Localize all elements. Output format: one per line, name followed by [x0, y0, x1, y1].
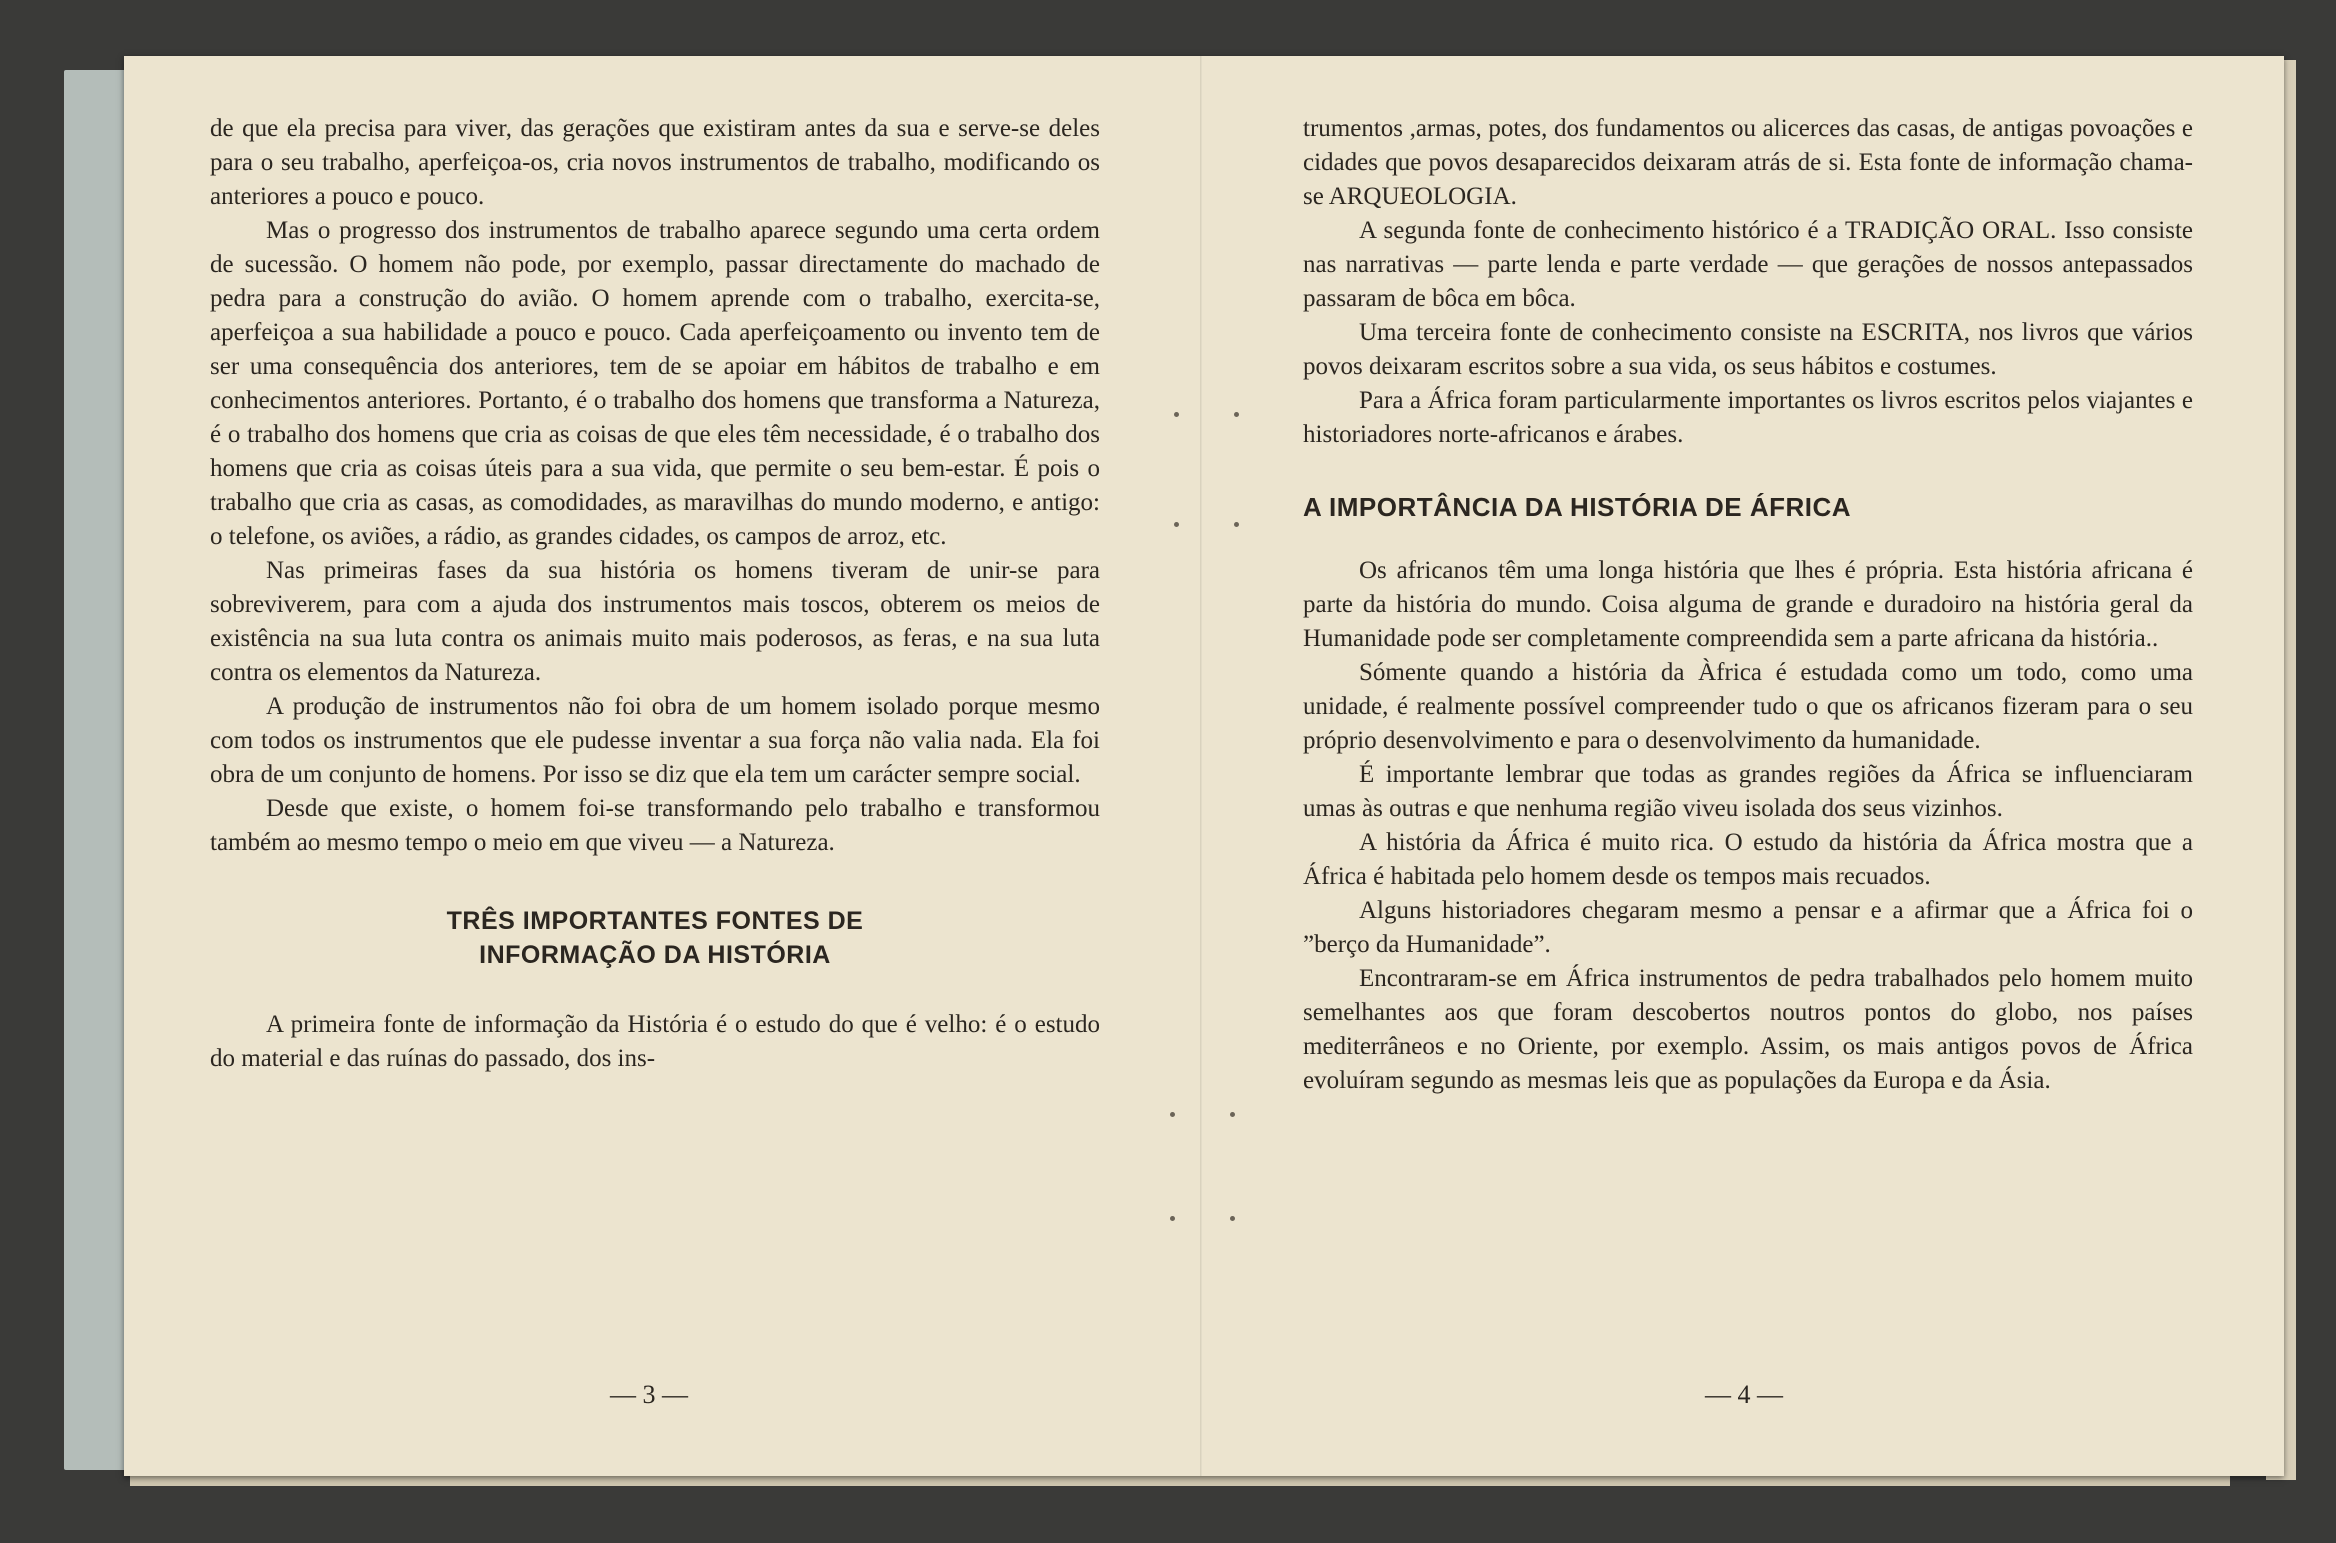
- page-number-left: — 3 —: [610, 1380, 688, 1409]
- staple-hole: [1170, 1216, 1175, 1221]
- staple-hole: [1174, 412, 1179, 417]
- left-page: [210, 112, 1100, 1076]
- staple-hole: [1230, 1216, 1235, 1221]
- right-paragraph-4: Para a África foram particularmente importantes os livros escritos pelos viajantes e historiadores norte-africanos e árabes.: [1303, 387, 2193, 448]
- left-paragraph-2: Mas o progresso dos instrumentos de trabalho aparece segundo uma certa ordem de sucessão. O homem não pode, por exemplo, passar directamente do machado de pedra para a construção do avião. O homem aprende com o trabalho, exercita-se, aperfeiçoa a sua habilidade a pouco e pouco. Cada aperfeiçoamento ou invento tem de ser uma consequência dos anteriores, tem de se apoiar em hábitos de trabalho e em conhecimentos anteriores. Portanto, é o trabalho dos homens que transforma a Natureza, é o trabalho dos homens que cria as coisas de que eles têm necessidade, é o trabalho dos homens que cria as coisas úteis para a sua vida, que permite o seu bem-estar. É pois o trabalho que cria as casas, as comodidades, as maravilhas do mundo moderno, e antigo: o telefone, os aviões, a rádio, as grandes cidades, os campos de arroz, etc.: [210, 217, 1100, 550]
- right-paragraph-1: trumentos ,armas, potes, dos fundamentos ou alicerces das casas, de antigas povoações e cidades que povos desaparecidos deixaram atrás de si. Esta fonte de informação chama-se ARQUEOLOGIA.: [1303, 115, 2193, 210]
- right-paragraph-6: Sómente quando a história da Àfrica é estudada como um todo, como uma unidade, é realmente possível compreender tudo o que os africanos fizeram para o seu próprio desenvolvimento e para o desenvolvimento da humanidade.: [1303, 659, 2193, 754]
- section-heading-importancia: A IMPORTÂNCIA DA HISTÓRIA DE ÁFRICA: [1303, 492, 1852, 522]
- section-heading-fontes: [210, 904, 1100, 972]
- right-page: [1303, 112, 2193, 1098]
- staple-hole: [1230, 1112, 1235, 1117]
- right-paragraph-3: Uma terceira fonte de conhecimento consiste na ESCRITA, nos livros que vários povos deixaram escritos sobre a sua vida, os seus hábitos e costumes.: [1303, 319, 2193, 380]
- staple-hole: [1234, 412, 1239, 417]
- section-heading-line-1: TRÊS IMPORTANTES FONTES DE: [446, 907, 864, 935]
- right-paragraph-10: Encontraram-se em África instrumentos de pedra trabalhados pelo homem muito semelhantes aos que foram descobertos noutros pontos do globo, nos países mediterrâneos e no Oriente, por exemplo. Assim, os mais antigos povos de África evoluíram segundo as mesmas leis que as populações da Europa e da Ásia.: [1303, 965, 2193, 1094]
- left-paragraph-5: Desde que existe, o homem foi-se transformando pelo trabalho e transformou também ao mesmo tempo o meio em que viveu — a Natureza.: [210, 795, 1100, 856]
- left-paragraph-3: Nas primeiras fases da sua história os homens tiveram de unir-se para sobreviverem, para com a ajuda dos instrumentos mais toscos, obterem os meios de existência na sua luta contra os animais muito mais poderosos, as feras, e na sua luta contra os elementos da Natureza.: [210, 557, 1100, 686]
- page-number-right: — 4 —: [1705, 1380, 1783, 1409]
- right-paragraph-8: A história da África é muito rica. O estudo da história da África mostra que a África é habitada pelo homem desde os tempos mais recuados.: [1303, 829, 2193, 890]
- staple-hole: [1170, 1112, 1175, 1117]
- left-paragraph-4: A produção de instrumentos não foi obra de um homem isolado porque mesmo com todos os instrumentos que ele pudesse inventar a sua força não valia nada. Ela foi obra de um conjunto de homens. Por isso se diz que ela tem um carácter sempre social.: [210, 693, 1100, 788]
- booklet-gutter: [1200, 56, 1202, 1476]
- staple-hole: [1234, 522, 1239, 527]
- left-paragraph-6: A primeira fonte de informação da História é o estudo do que é velho: é o estudo do material e das ruínas do passado, dos ins-: [210, 1011, 1100, 1072]
- staple-hole: [1174, 522, 1179, 527]
- section-heading-line-2: INFORMAÇÃO DA HISTÓRIA: [479, 941, 831, 969]
- right-paragraph-5: Os africanos têm uma longa história que lhes é própria. Esta história africana é parte da história do mundo. Coisa alguma de grande e duradoiro na história geral da Humanidade pode ser completamente compreendida sem a parte africana da história..: [1303, 557, 2193, 652]
- right-paragraph-9: Alguns historiadores chegaram mesmo a pensar e a afirmar que a África foi o ”berço da Humanidade”.: [1303, 897, 2193, 958]
- right-paragraph-7: É importante lembrar que todas as grandes regiões da África se influenciaram umas às outras e que nenhuma região viveu isolada dos seus vizinhos.: [1303, 761, 2193, 822]
- right-paragraph-2: A segunda fonte de conhecimento histórico é a TRADIÇÃO ORAL. Isso consiste nas narrativas — parte lenda e parte verdade — que gerações de nossos antepassados passaram de bôca em bôca.: [1303, 217, 2193, 312]
- left-paragraph-1: de que ela precisa para viver, das gerações que existiram antes da sua e serve-se deles para o seu trabalho, aperfeiçoa-os, cria novos instrumentos de trabalho, modificando os anteriores a pouco e pouco.: [210, 115, 1100, 210]
